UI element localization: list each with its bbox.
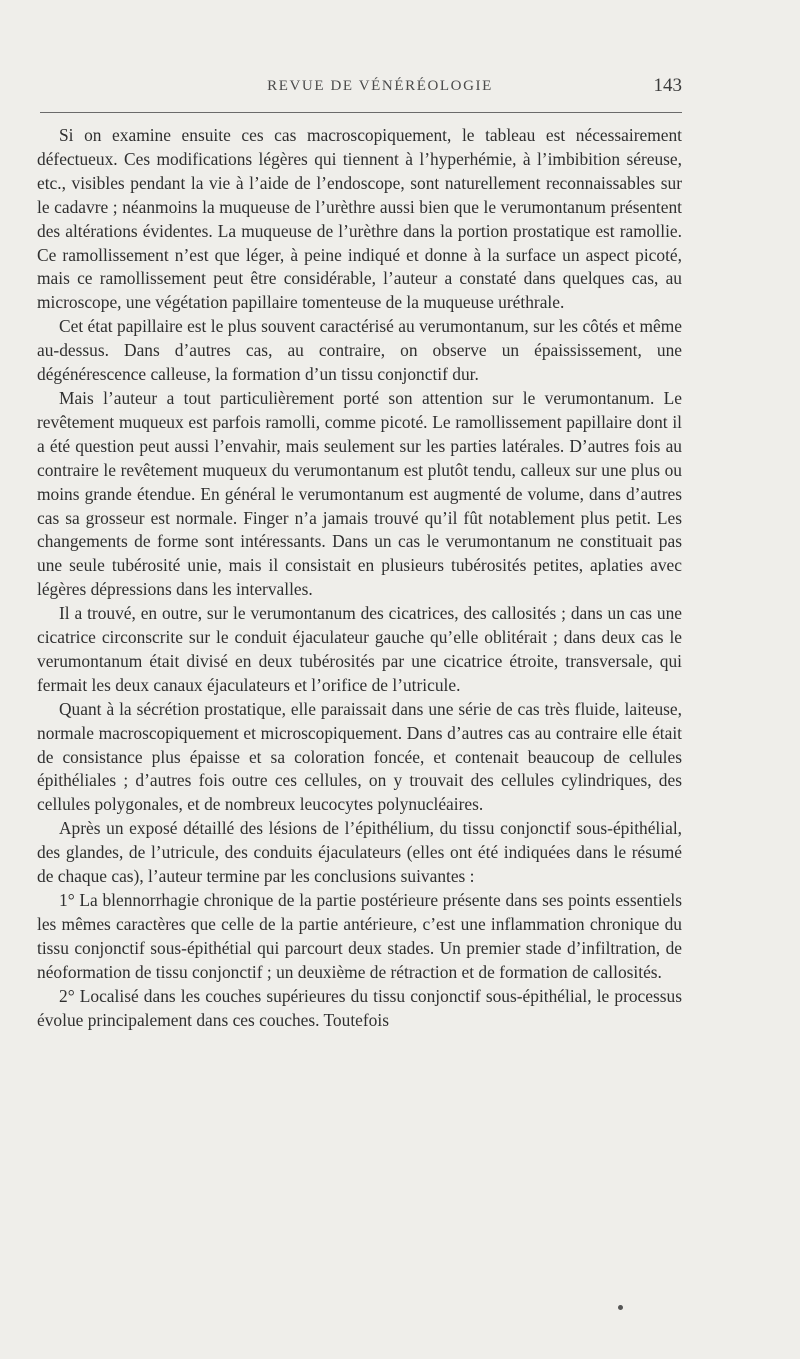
paragraph: Il a trouvé, en outre, sur le verumontanum des cicatrices, des callosités ; dans un cas une cicatrice circonscrite sur le conduit éjaculateur gauche qu’elle oblitérait ; dans deux cas le verumontanum était divisé en deux tubérosités par une cicatrice étroite, transversale, qui fermait les deux canaux éjaculateurs et l’orifice de l’utricule. [37, 603, 682, 695]
paragraph: 1° La blennorrhagie chronique de la partie postérieure présente dans ses points essentiels les mêmes caractères que celle de la partie antérieure, c’est une inflammation chronique du tissu conjonctif sous-épithétial qui parcourt deux stades. Un premier stade d’infiltration, de néoformation de tissu conjonctif ; un deuxième de rétraction et de formation de callosités. [37, 890, 682, 982]
paragraph: Mais l’auteur a tout particulièrement porté son attention sur le verumontanum. Le revêtement muqueux est parfois ramolli, comme picoté. Le ramollissement papillaire dont il a été question peut aussi l’envahir, mais seulement sur les parties latérales. D’autres fois au contraire le revêtement muqueux du verumontanum est plutôt tendu, calleux sur une plus ou moins grande étendue. En général le verumontanum est augmenté de volume, dans d’autres cas sa grosseur est normale. Finger n’a jamais trouvé qu’il fût notablement plus petit. Les changements de forme sont intéressants. Dans un cas le verumontanum ne constituait pas une seule tubérosité unie, mais il consistait en plusieurs tubérosités petites, aplaties avec légères dépressions dans les intervalles. [37, 387, 682, 600]
paragraph: Quant à la sécrétion prostatique, elle paraissait dans une série de cas très fluide, laiteuse, normale macroscopiquement et microscopiquement. Dans d’autres cas au contraire elle était de consistance plus épaisse et sa coloration foncée, et contenait beaucoup de cellules épithéliales ; d’autres fois outre ces cellules, on y trouvait des cellules cylindriques, des cellules polygonales, et de nombreux leucocytes polynucléaires. [37, 698, 682, 815]
running-title: REVUE DE VÉNÉRÉOLOGIE [267, 78, 493, 94]
paragraph: 2° Localisé dans les couches supérieures du tissu conjonctif sous-épithélial, le processus évolue principalement dans ces couches. Toutefois [37, 985, 682, 1030]
page-header [0, 74, 800, 104]
paragraph: Si on examine ensuite ces cas macroscopiquement, le tableau est nécessairement défectueux. Ces modifications légères qui tiennent à l’hyperhémie, à l’imbibition séreuse, etc., visibles pendant la vie à l’aide de l’endoscope, sont naturellement reconnaissables sur le cadavre ; néanmoins la muqueuse de l’urèthre aussi bien que le verumontanum présentent des altérations évidentes. La muqueuse de l’urèthre dans la portion prostatique est ramollie. Ce ramollissement n’est que léger, à peine indiqué et donne à la surface un aspect picoté, mais ce ramollissement peut être considérable, l’auteur a constaté dans quelques cas, au microscope, une végétation papillaire tomenteuse de la muqueuse uréthrale. [37, 125, 682, 313]
ink-speck [618, 1305, 623, 1310]
paragraph: Cet état papillaire est le plus souvent caractérisé au verumontanum, sur les côtés et même au-dessus. Dans d’autres cas, au contraire, on observe un épaississement, une dégénérescence calleuse, la formation d’un tissu conjonctif dur. [37, 316, 682, 385]
body-text [37, 124, 682, 1032]
page-number: 143 [653, 75, 682, 96]
paragraph: Après un exposé détaillé des lésions de l’épithélium, du tissu conjonctif sous-épithélial, des glandes, de l’utricule, des conduits éjaculateurs (elles ont été indiquées dans le résumé de chaque cas), l’auteur termine par les conclusions suivantes : [37, 818, 682, 887]
header-rule [40, 112, 682, 113]
